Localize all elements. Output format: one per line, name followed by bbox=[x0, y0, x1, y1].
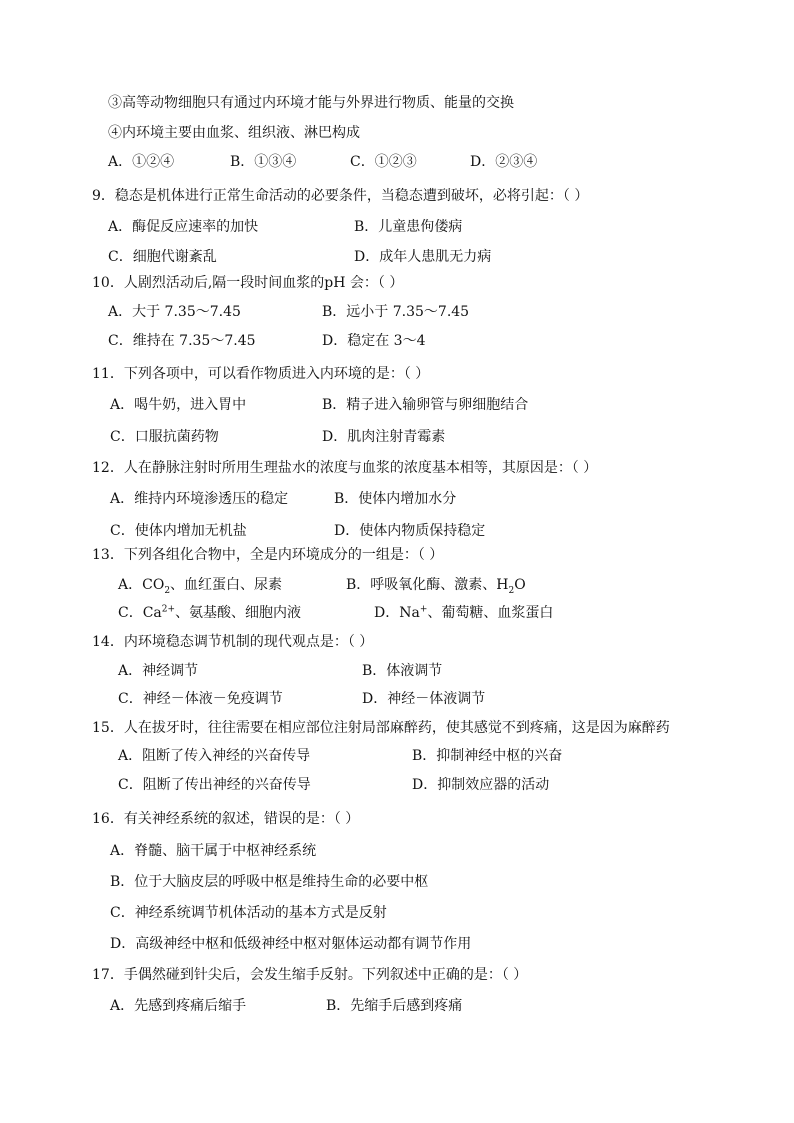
q15-option-c: C．阻断了传出神经的兴奋传导 bbox=[118, 777, 311, 793]
q8-option-b: B．①③④ bbox=[230, 154, 297, 170]
q9-option-b: B．儿童患佝偻病 bbox=[354, 219, 463, 235]
q12-option-d: D．使体内物质保持稳定 bbox=[334, 523, 486, 539]
q12-option-b: B．使体内增加水分 bbox=[334, 491, 457, 507]
q16-option-a: A．脊髓、脑干属于中枢神经系统 bbox=[110, 843, 317, 859]
q15-stem: 15．人在拔牙时，往往需要在相应部位注射局部麻醉药，使其感觉不到疼痛，这是因为麻醉药 bbox=[92, 720, 670, 736]
q16-option-c: C．神经系统调节机体活动的基本方式是反射 bbox=[110, 905, 387, 921]
q14-option-c: C．神经－体液－免疫调节 bbox=[118, 691, 283, 707]
q14-option-b: B．体液调节 bbox=[362, 663, 443, 679]
q17-option-b: B．先缩手后感到疼痛 bbox=[326, 998, 463, 1014]
q14-stem: 14．内环境稳态调节机制的现代观点是：（ ） bbox=[92, 634, 374, 650]
statement-4: ④内环境主要由血浆、组织液、淋巴构成 bbox=[108, 125, 360, 141]
q9-option-c: C．细胞代谢紊乱 bbox=[108, 249, 217, 265]
q16-option-b: B．位于大脑皮层的呼吸中枢是维持生命的必要中枢 bbox=[110, 874, 429, 890]
q11-option-d: D．肌肉注射青霉素 bbox=[322, 429, 446, 445]
q15-option-d: D．抑制效应器的活动 bbox=[412, 777, 550, 793]
statement-3: ③高等动物细胞只有通过内环境才能与外界进行物质、能量的交换 bbox=[108, 95, 514, 111]
q13-option-b: B．呼吸氧化酶、激素、$H_2O$ bbox=[346, 577, 526, 596]
q12-stem: 12．人在静脉注射时所用生理盐水的浓度与血浆的浓度基本相等，其原因是：（ ） bbox=[92, 460, 598, 476]
q11-option-c: C．口服抗菌药物 bbox=[110, 429, 219, 445]
q10-option-b: B．远小于 7.35～7.45 bbox=[322, 304, 470, 320]
q11-option-a: A．喝牛奶，进入胃中 bbox=[110, 397, 247, 413]
q9-stem: 9．稳态是机体进行正常生命活动的必要条件，当稳态遭到破坏，必将引起：（ ） bbox=[92, 188, 589, 204]
q16-stem: 16．有关神经系统的叙述，错误的是：（ ） bbox=[92, 811, 360, 827]
q8-option-a: A．①②④ bbox=[108, 154, 175, 170]
q14-option-a: A．神经调节 bbox=[118, 663, 199, 679]
q8-option-d: D．②③④ bbox=[470, 154, 538, 170]
q17-option-a: A．先感到疼痛后缩手 bbox=[110, 998, 247, 1014]
q10-stem: 10．人剧烈活动后,隔一段时间血浆的pH 会：（ ） bbox=[92, 275, 404, 291]
q10-option-a: A．大于 7.35～7.45 bbox=[108, 304, 241, 320]
q14-option-d: D．神经－体液调节 bbox=[362, 691, 486, 707]
q11-stem: 11．下列各项中，可以看作物质进入内环境的是：（ ） bbox=[92, 366, 430, 382]
q16-option-d: D．高级神经中枢和低级神经中枢对躯体运动都有调节作用 bbox=[110, 936, 472, 952]
q17-stem: 17．手偶然碰到针尖后，会发生缩手反射。下列叙述中正确的是：（ ） bbox=[92, 967, 528, 983]
q8-option-c: C．①②③ bbox=[350, 154, 417, 170]
q9-option-d: D．成年人患肌无力病 bbox=[354, 249, 492, 265]
q10-option-d: D．稳定在 3～4 bbox=[322, 333, 426, 349]
q12-option-a: A．维持内环境渗透压的稳定 bbox=[110, 491, 289, 507]
q13-option-a: A．$CO_2$、血红蛋白、尿素 bbox=[118, 577, 283, 596]
q12-option-c: C．使体内增加无机盐 bbox=[110, 523, 247, 539]
q13-option-d: D．Na+、葡萄糖、血浆蛋白 bbox=[374, 604, 554, 621]
q10-option-c: C．维持在 7.35～7.45 bbox=[108, 333, 256, 349]
q13-stem: 13．下列各组化合物中，全是内环境成分的一组是：（ ） bbox=[92, 547, 444, 563]
q13-option-c: C．$Ca^{2+}$、氨基酸、细胞内液 bbox=[118, 604, 302, 621]
q9-option-a: A．酶促反应速率的加快 bbox=[108, 219, 259, 235]
q15-option-a: A．阻断了传入神经的兴奋传导 bbox=[118, 748, 311, 764]
q15-option-b: B．抑制神经中枢的兴奋 bbox=[412, 748, 563, 764]
q11-option-b: B．精子进入输卵管与卵细胞结合 bbox=[322, 397, 529, 413]
